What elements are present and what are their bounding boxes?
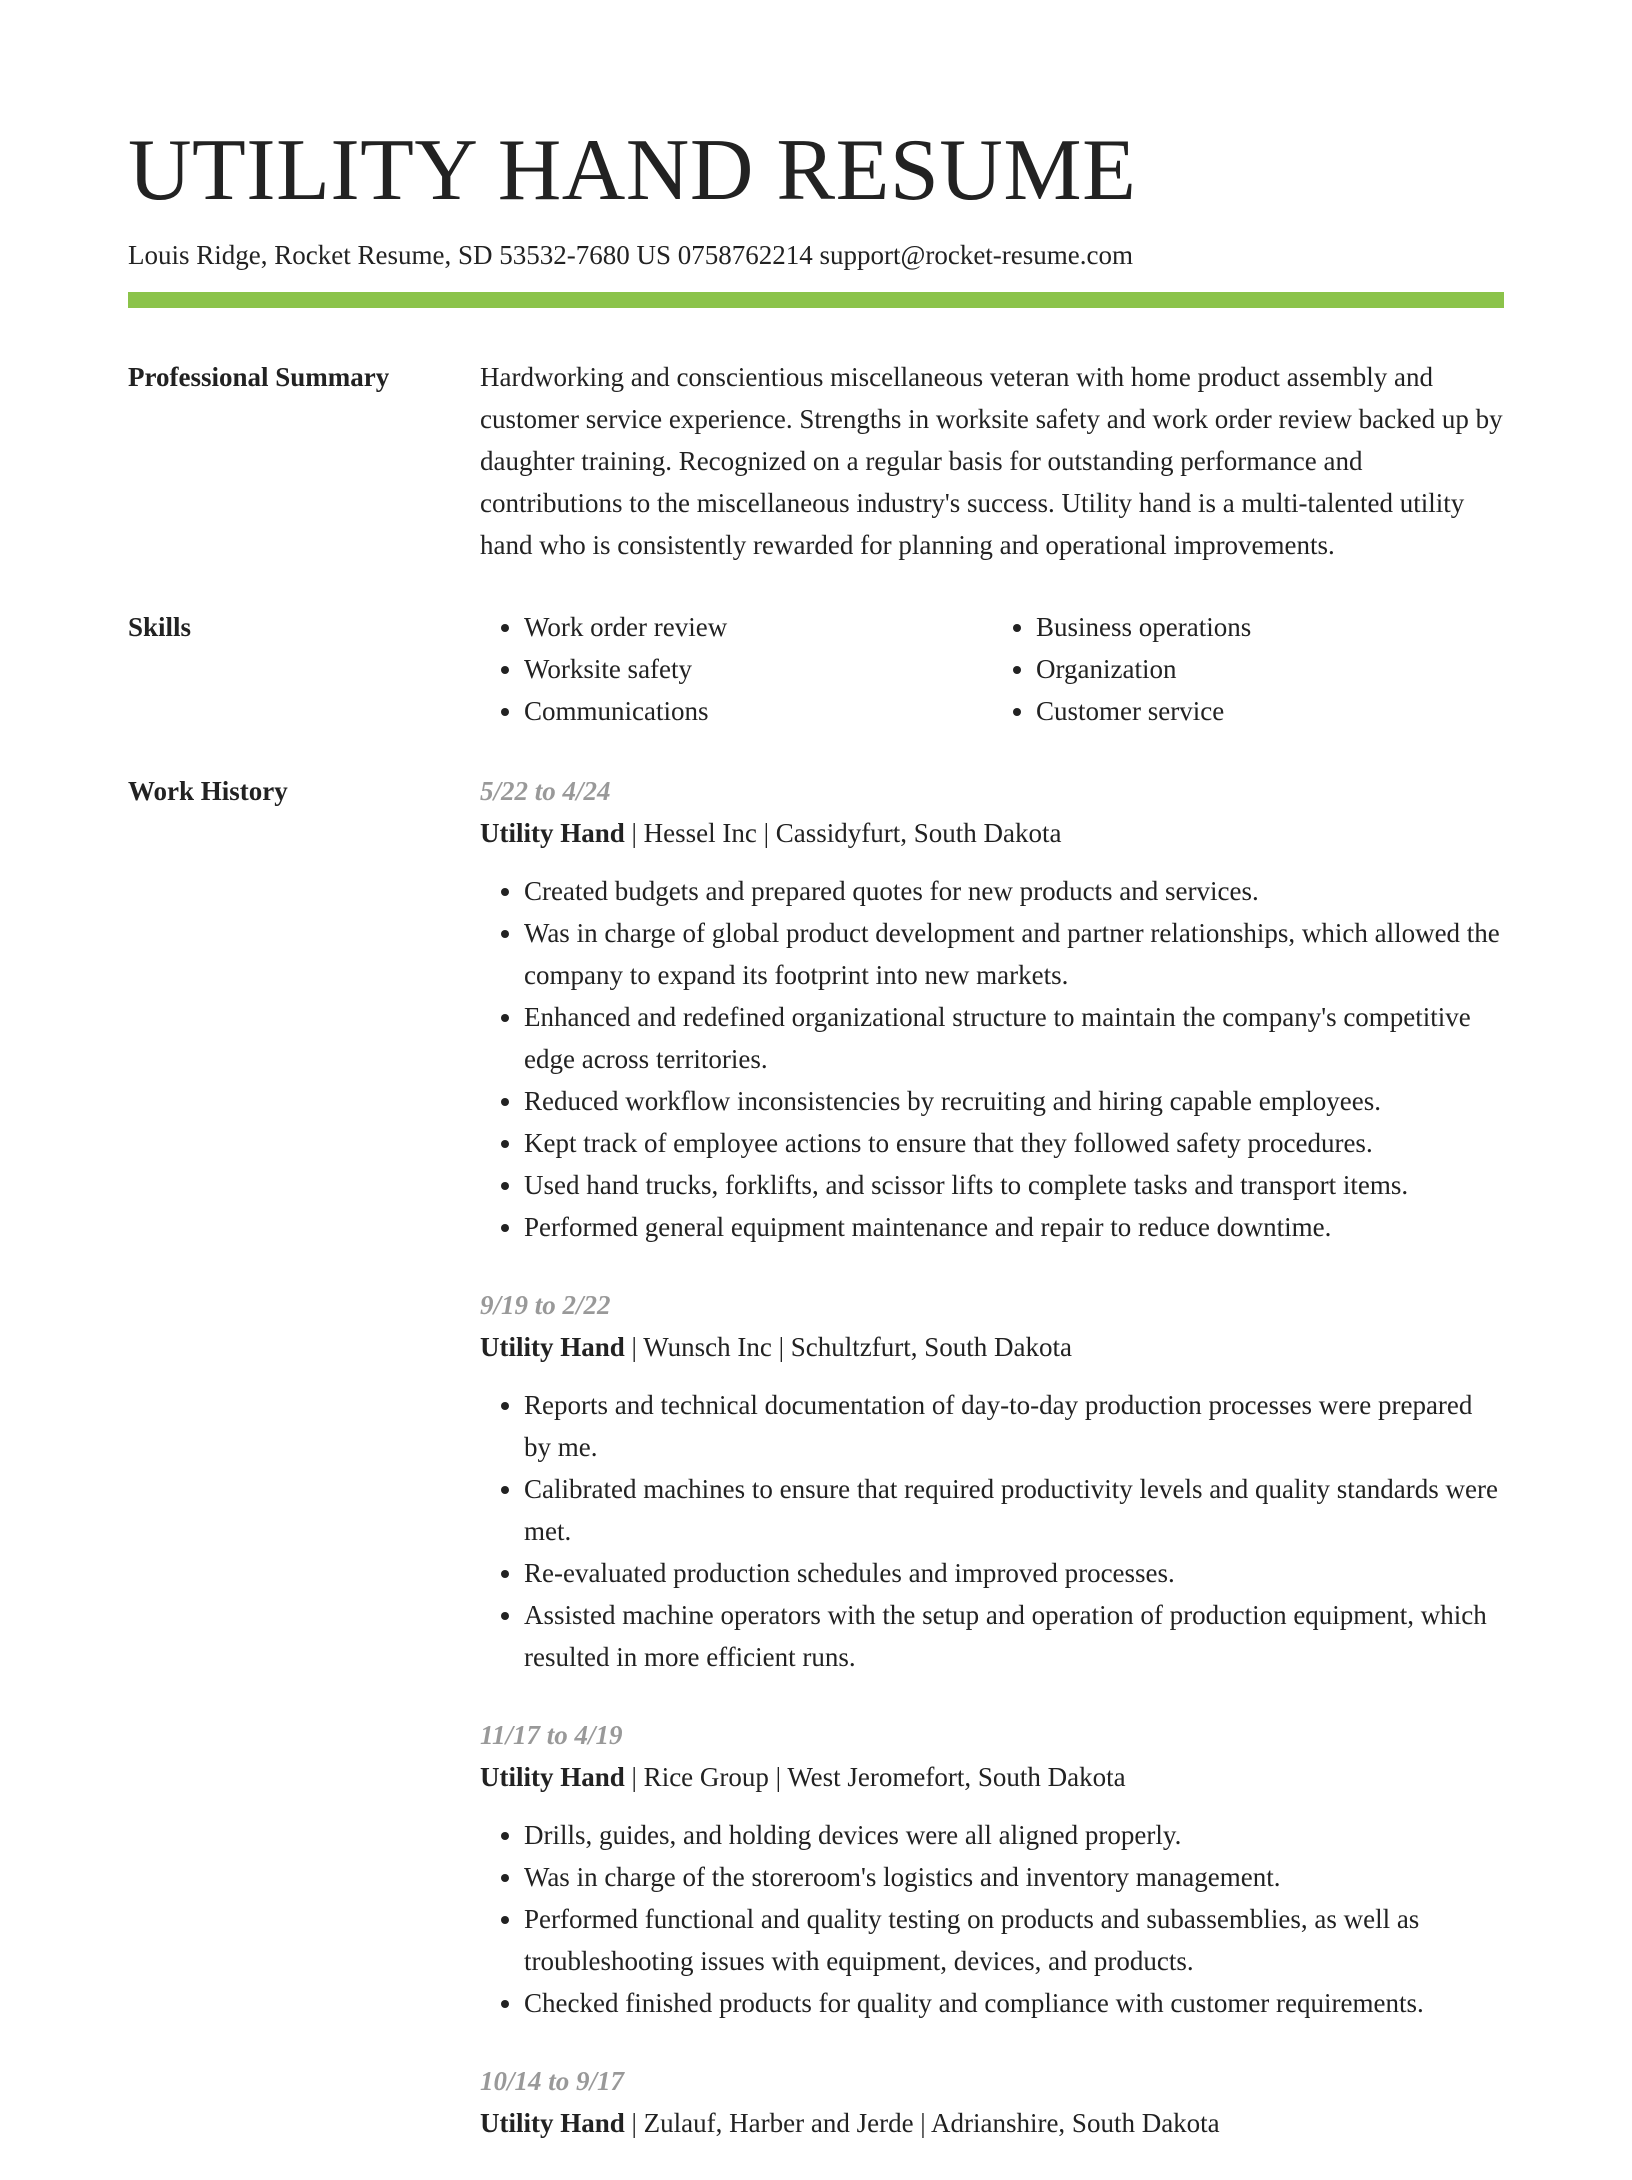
job-role: Utility Hand	[480, 1332, 625, 1362]
work-history-section	[128, 770, 1504, 2180]
job-bullet: • Assisted machine operators with the setup and operation of production equipment, which resulted in more efficient runs.	[524, 1594, 1504, 1678]
job-details: | Rice Group | West Jeromefort, South Dakota	[624, 1762, 1126, 1792]
job-bullets	[480, 1384, 1504, 1678]
job-details: | Hessel Inc | Cassidyfurt, South Dakota	[624, 818, 1062, 848]
skills-columns	[480, 606, 1504, 732]
job-bullet: • Enhanced and redefined organizational structure to maintain the company's competitive edge across territories.	[524, 996, 1504, 1080]
skill-item: • Customer service	[1036, 690, 1504, 732]
section-body	[480, 770, 1504, 2180]
section-label: Professional Summary	[128, 362, 390, 392]
job-bullet: • Reports and technical documentation of day-to-day production processes were prepared by me.	[524, 1384, 1504, 1468]
job-details: | Zulauf, Harber and Jerde | Adrianshire, South Dakota	[624, 2108, 1220, 2138]
job-dates: 11/17 to 4/19	[480, 1720, 623, 1750]
job-role: Utility Hand	[480, 2108, 625, 2138]
job-bullet: • Was in charge of global product development and partner relationships, which allowed the company to expand its footprint into new markets.	[524, 912, 1504, 996]
job-role: Utility Hand	[480, 818, 625, 848]
job-role: Utility Hand	[480, 1762, 625, 1792]
job-dates: 9/19 to 2/22	[480, 1290, 611, 1320]
job-bullet: • Performed general equipment maintenance and repair to reduce downtime.	[524, 1206, 1504, 1248]
job-bullet: • Re-evaluated production schedules and improved processes.	[524, 1552, 1504, 1594]
skills-list-right	[992, 606, 1504, 732]
job-dates: 5/22 to 4/24	[480, 776, 611, 806]
section-label: Skills	[128, 612, 192, 642]
job-entry	[480, 770, 1504, 1248]
section-label: Work History	[128, 776, 288, 806]
resume-page	[128, 0, 1504, 2180]
skill-item: • Communications	[524, 690, 992, 732]
professional-summary-section	[128, 356, 1504, 566]
skills-list-left	[480, 606, 992, 732]
job-bullet: • Kept track of employee actions to ensure that they followed safety procedures.	[524, 1122, 1504, 1164]
section-body	[480, 606, 1504, 732]
skill-item: • Worksite safety	[524, 648, 992, 690]
skill-item: • Business operations	[1036, 606, 1504, 648]
job-entry	[480, 1284, 1504, 1678]
resume-title: UTILITY HAND RESUME	[128, 122, 1137, 219]
summary-text: Hardworking and conscientious miscellaneous veteran with home product assembly and customer service experience. Strengths in worksite safety and work order review backed up by daughter training. Recognized on a regular basis for outstanding performance and contributions to the miscellaneous industry's success. Utility hand is a multi-talented utility hand who is consistently rewarded for planning and operational improvements.	[480, 362, 1503, 560]
job-title-line	[480, 1756, 1504, 1798]
job-bullet: • Was in charge of the storeroom's logistics and inventory management.	[524, 1856, 1504, 1898]
job-bullet: • Checked finished products for quality and compliance with customer requirements.	[524, 1982, 1504, 2024]
contact-line: Louis Ridge, Rocket Resume, SD 53532-7680 US 0758762214 support@rocket-resume.com	[128, 240, 1133, 270]
skills-section	[128, 606, 1504, 732]
job-dates: 10/14 to 9/17	[480, 2066, 625, 2096]
job-bullet: • Performed functional and quality testing on products and subassemblies, as well as troubleshooting issues with equipment, devices, and products.	[524, 1898, 1504, 1982]
job-bullet: • Reduced workflow inconsistencies by recruiting and hiring capable employees.	[524, 1080, 1504, 1122]
job-bullet: • Drills, guides, and holding devices were all aligned properly.	[524, 1814, 1504, 1856]
job-details: | Wunsch Inc | Schultzfurt, South Dakota	[624, 1332, 1072, 1362]
section-body	[480, 356, 1504, 566]
job-entry	[480, 2060, 1504, 2144]
job-entry	[480, 1714, 1504, 2024]
skill-item: • Work order review	[524, 606, 992, 648]
job-bullets	[480, 870, 1504, 1248]
skill-item: • Organization	[1036, 648, 1504, 690]
accent-divider	[128, 292, 1504, 308]
job-bullet: • Used hand trucks, forklifts, and scissor lifts to complete tasks and transport items.	[524, 1164, 1504, 1206]
job-title-line	[480, 812, 1504, 854]
job-bullet: • Created budgets and prepared quotes for new products and services.	[524, 870, 1504, 912]
job-title-line	[480, 2102, 1504, 2144]
job-bullets	[480, 1814, 1504, 2024]
job-bullet: • Calibrated machines to ensure that required productivity levels and quality standards were met.	[524, 1468, 1504, 1552]
job-title-line	[480, 1326, 1504, 1368]
